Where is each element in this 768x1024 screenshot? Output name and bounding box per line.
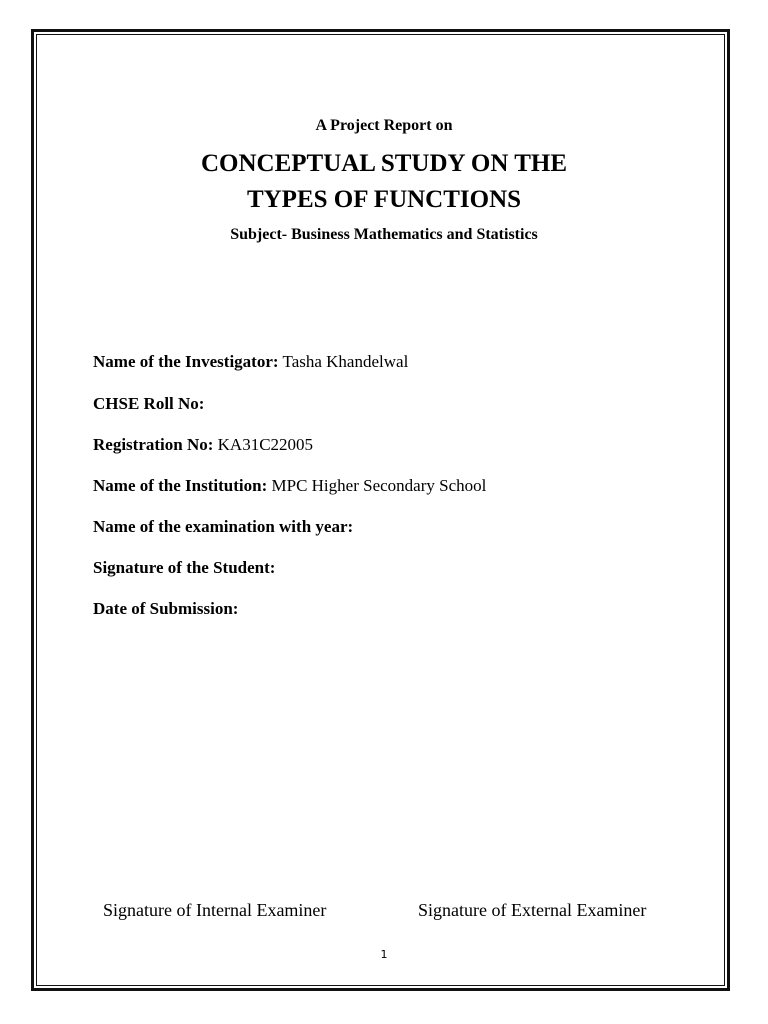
field-label: Name of the Investigator:: [93, 352, 279, 371]
field-date-of-submission: [93, 599, 238, 619]
field-label: Signature of the Student:: [93, 558, 276, 577]
field-chse-roll-no: [93, 394, 204, 414]
field-value: KA31C22005: [217, 435, 314, 454]
field-label: Name of the examination with year:: [93, 517, 354, 536]
field-label: Date of Submission:: [93, 599, 239, 618]
internal-examiner-signature: Signature of Internal Examiner: [103, 900, 327, 920]
field-label: Name of the Institution:: [93, 476, 268, 495]
report-subject: Subject- Business Mathematics and Statistics: [230, 226, 538, 243]
report-title-line-1: CONCEPTUAL STUDY ON THE: [200, 150, 568, 177]
field-value: MPC Higher Secondary School: [271, 476, 487, 495]
report-title: [0, 146, 768, 218]
field-examination-year: [93, 517, 353, 537]
field-value: Tasha Khandelwal: [282, 352, 409, 371]
field-student-signature: [93, 558, 275, 578]
page-number: 1: [380, 948, 388, 961]
field-label: CHSE Roll No:: [93, 394, 205, 413]
field-label: Registration No:: [93, 435, 214, 454]
external-examiner-signature: Signature of External Examiner: [418, 900, 647, 920]
field-investigator: [93, 352, 408, 372]
report-intro: A Project Report on: [315, 117, 453, 134]
field-registration-no: [93, 435, 313, 455]
field-institution: [93, 476, 486, 496]
report-title-line-2: TYPES OF FUNCTIONS: [246, 186, 522, 213]
